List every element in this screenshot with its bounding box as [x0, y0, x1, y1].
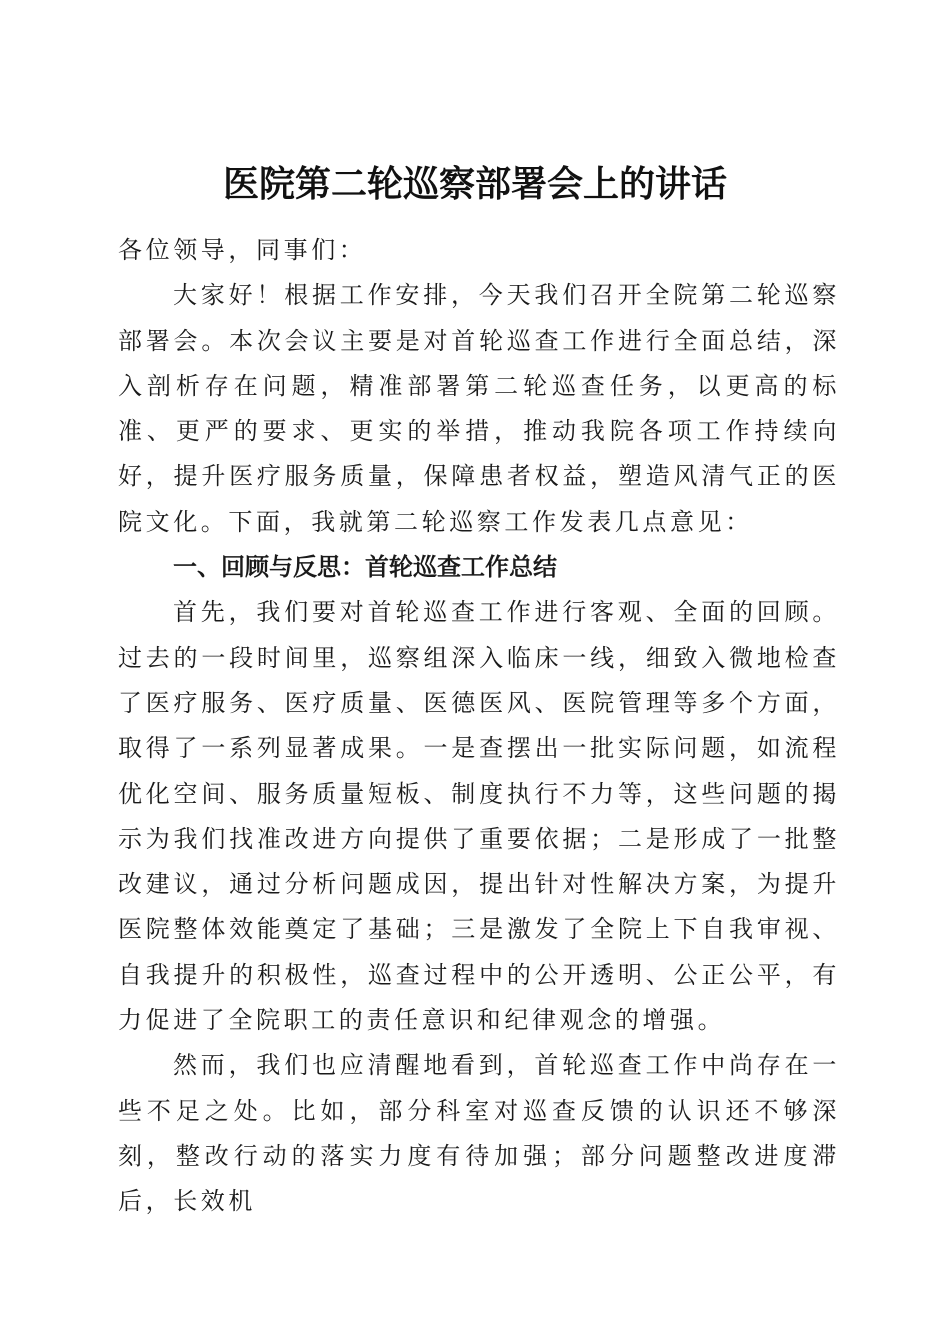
document-body	[118, 228, 840, 1225]
section-heading-1: 一、回顾与反思：首轮巡查工作总结	[173, 553, 557, 582]
paragraph-intro: 大家好！根据工作安排，今天我们召开全院第二轮巡察部署会。本次会议主要是对首轮巡查工作进行全面总结，深入剖析存在问题，精准部署第二轮巡查任务，以更高的标准、更严的要求、更实的举措，推动我院各项工作持续向好，提升医疗服务质量，保障患者权益，塑造风清气正的医院文化。下面，我就第二轮巡察工作发表几点意见：	[118, 281, 840, 536]
salutation: 各位领导，同事们：	[118, 236, 367, 264]
paragraph-review: 首先，我们要对首轮巡查工作进行客观、全面的回顾。过去的一段时间里，巡察组深入临床一线，细致入微地检查了医疗服务、医疗质量、医德医风、医院管理等多个方面，取得了一系列显著成果。一是查摆出一批实际问题，如流程优化空间、服务质量短板、制度执行不力等，这些问题的揭示为我们找准改进方向提供了重要依据；二是形成了一批整改建议，通过分析问题成因，提出针对性解决方案，为提升医院整体效能奠定了基础；三是激发了全院上下自我审视、自我提升的积极性，巡查过程中的公开透明、公正公平，有力促进了全院职工的责任意识和纪律观念的增强。	[118, 598, 840, 1035]
paragraph-shortcomings: 然而，我们也应清醒地看到，首轮巡查工作中尚存在一些不足之处。比如，部分科室对巡查反馈的认识还不够深刻，整改行动的落实力度有待加强；部分问题整改进度滞后，长效机	[118, 1051, 840, 1216]
document-title: 医院第二轮巡察部署会上的讲话	[222, 163, 727, 206]
